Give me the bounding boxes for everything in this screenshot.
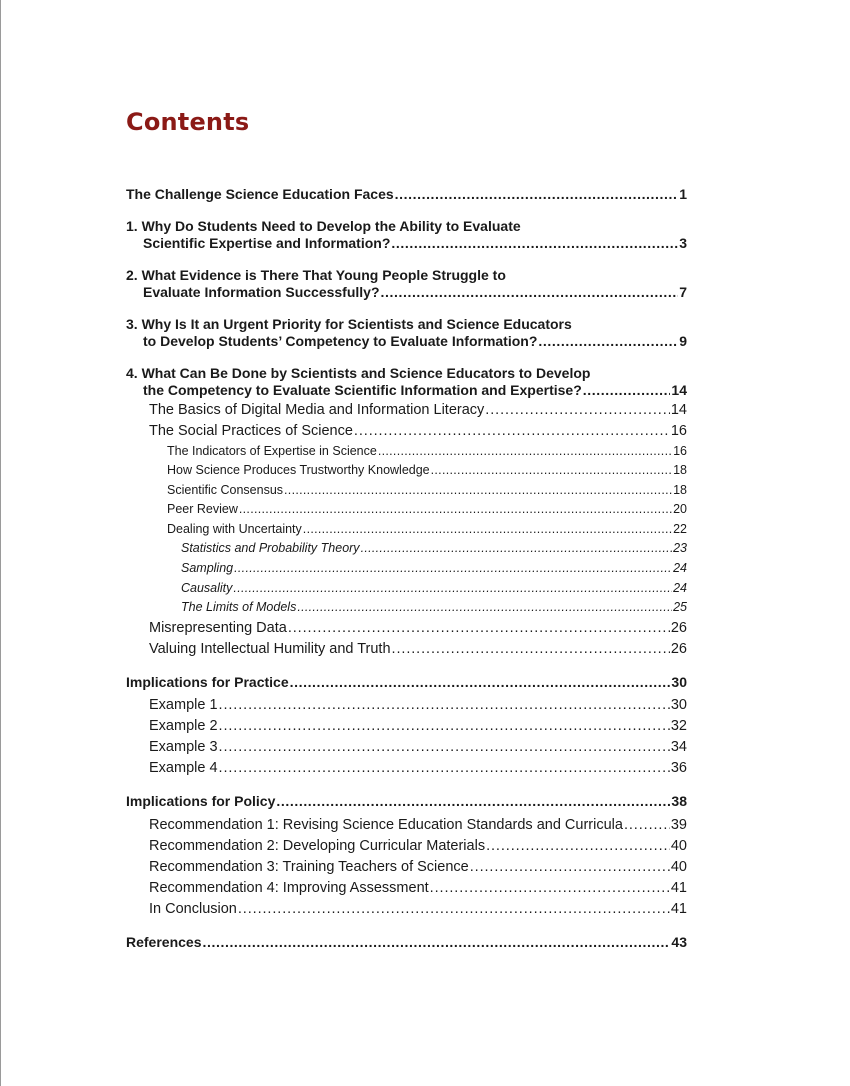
toc-entry-recommendation-2[interactable] xyxy=(126,836,687,857)
leader-dots xyxy=(486,836,670,857)
leader-dots xyxy=(233,579,672,599)
leader-dots xyxy=(430,878,670,899)
toc-page-number: 39 xyxy=(670,816,687,833)
toc-entry-text: Dealing with Uncertainty xyxy=(167,521,302,536)
toc-page-number: 1 xyxy=(679,186,687,202)
toc-entry-text: Scientific Expertise and Information? xyxy=(143,235,391,251)
toc-page-number: 41 xyxy=(670,879,687,896)
toc-entry-text: Peer Review xyxy=(167,502,238,517)
toc-entry-text: How Science Produces Trustworthy Knowledge xyxy=(167,463,430,478)
toc-page-number: 23 xyxy=(673,541,687,556)
toc-entry-text: Evaluate Information Successfully? xyxy=(143,284,380,300)
leader-dots xyxy=(238,899,670,920)
leader-dots xyxy=(583,382,671,400)
leader-dots xyxy=(392,639,670,660)
toc-entry-text: The Limits of Models xyxy=(181,600,297,615)
toc-page-number: 26 xyxy=(670,619,687,636)
toc-page-number: 36 xyxy=(670,760,687,777)
toc-entry-text: Valuing Intellectual Humility and Truth xyxy=(149,640,391,657)
toc-entry-scientific-consensus[interactable] xyxy=(126,481,687,501)
toc-entry-indicators-expertise[interactable] xyxy=(126,442,687,462)
leader-dots xyxy=(354,421,670,442)
toc-entry-digital-media[interactable] xyxy=(126,400,687,421)
toc-entry-causality[interactable] xyxy=(126,579,687,599)
toc-entry-text: The Basics of Digital Media and Information Literacy xyxy=(149,401,485,418)
leader-dots xyxy=(297,598,672,618)
toc-entry-text: Example 2 xyxy=(149,718,218,735)
leader-dots xyxy=(538,333,678,351)
leader-dots xyxy=(303,520,672,540)
leader-dots xyxy=(284,481,672,501)
toc-entry-example-1[interactable] xyxy=(126,695,687,716)
toc-page-number: 14 xyxy=(670,401,687,418)
toc-entry-text: Sampling xyxy=(181,561,234,576)
toc-entry-evidence[interactable] xyxy=(126,267,687,302)
leader-dots xyxy=(234,559,672,579)
leader-dots xyxy=(239,500,672,520)
toc-page-number: 18 xyxy=(673,463,687,478)
toc-entry-social-practices[interactable] xyxy=(126,421,687,442)
leader-dots xyxy=(219,695,670,716)
toc-page-number: 16 xyxy=(670,422,687,439)
toc-entry-recommendation-1[interactable] xyxy=(126,815,687,836)
toc-entry-misrepresenting-data[interactable] xyxy=(126,618,687,639)
toc-entry-text: Example 4 xyxy=(149,760,218,777)
toc-entry-references[interactable] xyxy=(126,934,687,952)
toc-entry-text: Statistics and Probability Theory xyxy=(181,541,360,556)
toc-entry-heading: 3. Why Is It an Urgent Priority for Scientists and Science Educators xyxy=(126,315,572,332)
toc-entry-example-2[interactable] xyxy=(126,716,687,737)
toc-entry-text: Example 1 xyxy=(149,697,218,714)
leader-dots xyxy=(219,716,670,737)
toc-entry-implications-practice[interactable] xyxy=(126,674,687,692)
leader-dots xyxy=(361,539,673,559)
toc-page-number: 3 xyxy=(679,235,687,251)
toc-entry-text: Example 3 xyxy=(149,739,218,756)
leader-dots xyxy=(470,857,670,878)
toc-entry-text: to Develop Students’ Competency to Evaluate Information? xyxy=(143,333,538,349)
leader-dots xyxy=(288,618,670,639)
toc-page-number: 18 xyxy=(673,482,687,497)
toc-entry-text: Scientific Consensus xyxy=(167,482,284,497)
toc-entry-text: References xyxy=(126,933,202,950)
toc-entry-peer-review[interactable] xyxy=(126,500,687,520)
toc-page-number: 20 xyxy=(673,502,687,517)
toc-entry-heading: 1. Why Do Students Need to Develop the Ability to Evaluate xyxy=(126,217,521,234)
toc-page-number: 30 xyxy=(670,697,687,714)
toc-entry-uncertainty[interactable] xyxy=(126,520,687,540)
toc-entry-urgent-priority[interactable] xyxy=(126,316,687,351)
toc-entry-text: Misrepresenting Data xyxy=(149,619,287,636)
toc-entry-text: Implications for Policy xyxy=(126,793,276,810)
toc-page-number: 34 xyxy=(670,739,687,756)
toc-page-number: 30 xyxy=(671,673,687,690)
toc-entry-text: Recommendation 3: Training Teachers of Science xyxy=(149,858,469,875)
leader-dots xyxy=(290,674,671,692)
leader-dots xyxy=(395,186,679,204)
leader-dots xyxy=(624,815,670,836)
leader-dots xyxy=(391,235,678,253)
toc-entry-recommendation-3[interactable] xyxy=(126,857,687,878)
toc-entry-challenge[interactable] xyxy=(126,186,687,204)
leader-dots xyxy=(381,284,679,302)
toc-page-number: 24 xyxy=(673,580,687,595)
toc-entry-heading: 4. What Can Be Done by Scientists and Science Educators to Develop xyxy=(126,364,591,381)
leader-dots xyxy=(485,400,670,421)
leader-dots xyxy=(219,758,670,779)
toc-entry-recommendation-4[interactable] xyxy=(126,878,687,899)
leader-dots xyxy=(276,793,670,811)
toc-entry-text: Implications for Practice xyxy=(126,673,289,690)
toc-page-number: 9 xyxy=(679,333,687,349)
toc-page-number: 24 xyxy=(673,561,687,576)
toc-entry-text: In Conclusion xyxy=(149,900,237,917)
toc-entry-implications-policy[interactable] xyxy=(126,793,687,811)
toc-page-number: 43 xyxy=(671,933,687,950)
toc-entry-text: the Competency to Evaluate Scientific Information and Expertise? xyxy=(143,382,582,398)
toc-entry-what-can-be-done[interactable] xyxy=(126,365,687,400)
toc-page-number: 26 xyxy=(670,640,687,657)
toc-page-number: 14 xyxy=(671,382,687,398)
toc-entry-limits-models[interactable] xyxy=(126,598,687,618)
toc-page-number: 38 xyxy=(671,793,687,810)
toc-entry-trustworthy-knowledge[interactable] xyxy=(126,461,687,481)
toc-page-number: 25 xyxy=(673,600,687,615)
toc-page-number: 40 xyxy=(670,858,687,875)
toc-entry-why-students[interactable] xyxy=(126,218,687,253)
leader-dots xyxy=(203,934,671,952)
toc-entry-text: Recommendation 1: Revising Science Education Standards and Curricula xyxy=(149,816,623,833)
toc-page-number: 7 xyxy=(679,284,687,300)
toc-entry-sampling[interactable] xyxy=(126,559,687,579)
toc-entry-example-3[interactable] xyxy=(126,737,687,758)
leader-dots xyxy=(219,737,670,758)
toc-page-number: 22 xyxy=(673,521,687,536)
toc-entry-in-conclusion[interactable] xyxy=(126,899,687,920)
toc-entry-text: Causality xyxy=(181,580,233,595)
toc-page-number: 32 xyxy=(670,718,687,735)
toc-page-number: 41 xyxy=(670,900,687,917)
toc-page-number: 40 xyxy=(670,837,687,854)
toc-page-number: 16 xyxy=(673,443,687,458)
toc-entry-text: The Social Practices of Science xyxy=(149,422,353,439)
toc-entry-text: Recommendation 4: Improving Assessment xyxy=(149,879,429,896)
toc-entry-text: The Indicators of Expertise in Science xyxy=(167,443,377,458)
toc-entry-statistics[interactable] xyxy=(126,539,687,559)
toc-entry-intellectual-humility[interactable] xyxy=(126,639,687,660)
table-of-contents xyxy=(126,186,687,951)
toc-entry-text: Recommendation 2: Developing Curricular Materials xyxy=(149,837,486,854)
toc-entry-example-4[interactable] xyxy=(126,758,687,779)
leader-dots xyxy=(378,442,672,462)
page-title: Contents xyxy=(126,108,250,136)
toc-entry-heading: 2. What Evidence is There That Young People Struggle to xyxy=(126,266,506,283)
toc-entry-text: The Challenge Science Education Faces xyxy=(126,186,394,202)
leader-dots xyxy=(431,461,672,481)
